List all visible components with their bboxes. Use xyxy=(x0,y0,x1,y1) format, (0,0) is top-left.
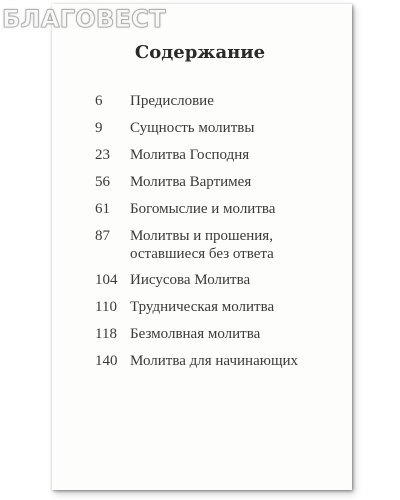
toc-entry-title: Молитва Господня xyxy=(130,147,250,163)
toc-entry-title xyxy=(130,227,355,263)
toc-entry-title: Молитва для начинающих xyxy=(130,353,299,369)
toc-page-number: 61 xyxy=(95,201,110,217)
toc-heading: Содержание xyxy=(134,42,266,63)
toc-page-number: 104 xyxy=(95,272,118,288)
toc-page-number: 6 xyxy=(95,93,103,109)
toc-entry xyxy=(95,325,355,343)
toc-entry-title: Молитва Вартимея xyxy=(130,174,252,190)
toc-entry-title: Иисусова Молитва xyxy=(130,272,251,288)
toc-entry xyxy=(95,146,355,164)
toc-entry xyxy=(95,200,355,218)
toc-entry-title: Безмолвная молитва xyxy=(130,326,261,342)
toc-entry-title-line1: Молитвы и прошения, xyxy=(130,228,273,244)
toc-entry xyxy=(95,352,355,370)
toc-entry-title: Предисловие xyxy=(130,93,214,109)
watermark-logo: БЛАГОВЕСТ xyxy=(2,5,166,33)
toc-page-number: 140 xyxy=(95,353,118,369)
toc-entry xyxy=(95,92,355,110)
toc-entry xyxy=(95,298,355,316)
toc-entry-title: Сущность молитвы xyxy=(130,120,255,136)
toc-page-number: 87 xyxy=(95,228,110,244)
toc-entry-title: Трудническая молитва xyxy=(130,299,275,315)
toc-page-number: 56 xyxy=(95,174,110,190)
toc-page-number: 110 xyxy=(95,299,117,315)
toc-entry-title-line2: оставшиеся без ответа xyxy=(130,246,274,262)
toc-list xyxy=(95,92,355,379)
toc-entry-title: Богомыслие и молитва xyxy=(130,201,276,217)
toc-page-number: 9 xyxy=(95,120,103,136)
toc-entry xyxy=(95,227,355,263)
toc-page-number: 118 xyxy=(95,326,117,342)
toc-page-number: 23 xyxy=(95,147,110,163)
toc-entry xyxy=(95,271,355,289)
toc-entry xyxy=(95,173,355,191)
toc-entry xyxy=(95,119,355,137)
